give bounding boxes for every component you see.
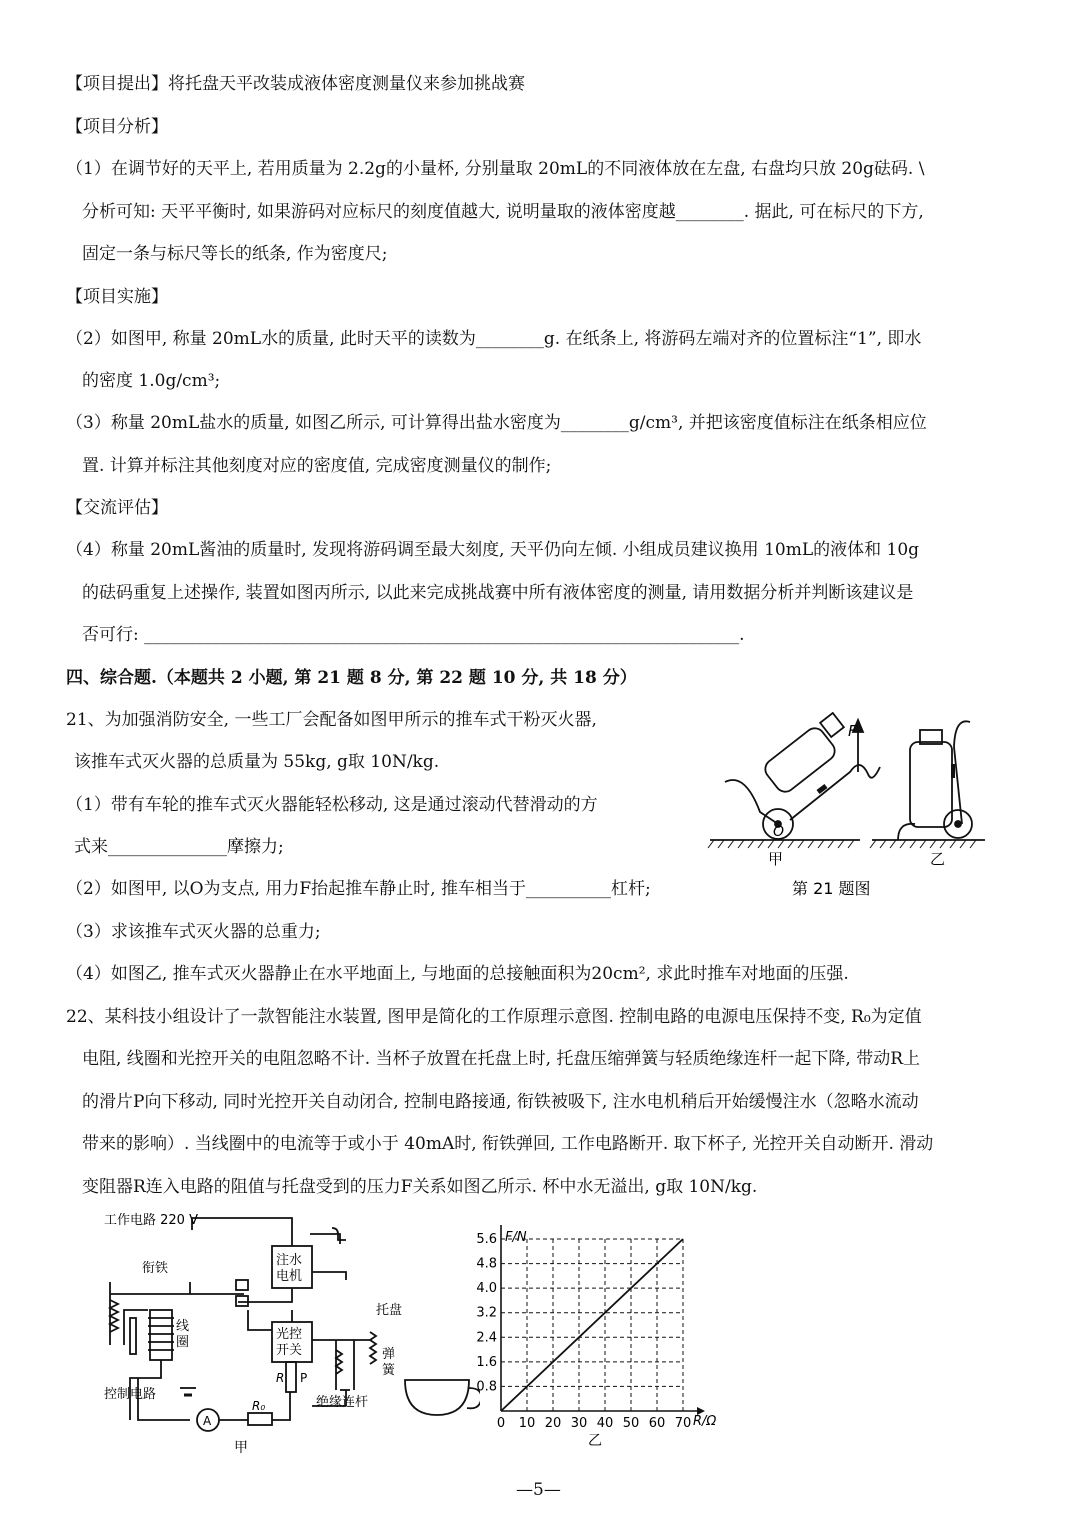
text-line-25: 的滑片P向下移动, 同时光控开关自动闭合, 控制电路接通, 衔铁被吸下, 注水电机稍后开始缓慢注水（忽略水流动 <box>82 1092 919 1112</box>
label-light-switch-1: 光控 <box>276 1327 303 1342</box>
fig22-label-yi: 乙 <box>588 1433 602 1449</box>
text-line-13: 的砝码重复上述操作, 装置如图丙所示, 以此来完成挑战赛中所有液体密度的测量, 请用数据分析并判断该建议是 <box>82 583 914 603</box>
text-line-1: 【项目提出】将托盘天平改装成液体密度测量仪来参加挑战赛 <box>66 74 525 94</box>
text-line-12: （4）称量 20mL酱油的质量时, 发现将游码调至最大刻度, 天平仍向左倾. 小组成员建议换用 10mL的液体和 10g <box>66 540 920 560</box>
label-rod: 绝缘连杆 <box>316 1395 369 1410</box>
y-tick-label: 1.6 <box>476 1354 497 1370</box>
text-line-19: 式来______________摩擦力; <box>74 837 284 857</box>
y-tick-label: 3.2 <box>476 1305 497 1321</box>
fig21-caption: 第 21 题图 <box>792 879 871 898</box>
force-label: F <box>848 722 857 740</box>
label-coil-1: 线 <box>176 1319 190 1334</box>
x-tick-label: 0 <box>496 1416 506 1431</box>
x-tick-label: 50 <box>622 1416 640 1431</box>
label-spring-2: 簧 <box>382 1363 396 1378</box>
text-line-20: （2）如图甲, 以O为支点, 用力F抬起推车静止时, 推车相当于__________杠杆; <box>66 879 651 899</box>
x-tick-label: 60 <box>648 1416 666 1431</box>
text-line-4: 分析可知: 天平平衡时, 如果游码对应标尺的刻度值越大, 说明量取的液体密度越________. 据此, 可在标尺的下方, <box>82 202 924 222</box>
text-line-7: （2）如图甲, 称量 20mL水的质量, 此时天平的读数为________g. 在纸条上, 将游码左端对齐的位置标注“1”, 即水 <box>66 329 922 349</box>
text-line-8: 的密度 1.0g/cm³; <box>82 371 221 391</box>
text-line-11: 【交流评估】 <box>66 498 168 518</box>
text-line-27: 变阻器R连入电路的阻值与托盘受到的压力F关系如图乙所示. 杯中水无溢出, g取 10N/kg. <box>82 1177 758 1197</box>
x-tick-label: 70 <box>674 1416 692 1431</box>
text-line-18: （1）带有车轮的推车式灭火器能轻松移动, 这是通过滚动代替滑动的方 <box>66 795 598 815</box>
chart-ylabel: F/N <box>505 1230 527 1245</box>
y-tick-label: 0.8 <box>476 1379 497 1395</box>
figure-21 <box>700 712 1000 902</box>
figure-22-chart <box>465 1225 735 1450</box>
x-tick-label: 20 <box>544 1416 562 1431</box>
text-line-22: （4）如图乙, 推车式灭火器静止在水平地面上, 与地面的总接触面积为20cm², 求此时推车对地面的压强. <box>66 964 849 984</box>
y-tick-label: 4.0 <box>476 1281 497 1297</box>
fig21-label-yi: 乙 <box>930 850 946 868</box>
label-motor-1: 注水 <box>276 1253 303 1268</box>
page-number: —5— <box>516 1480 561 1500</box>
text-line-21: （3）求该推车式灭火器的总重力; <box>66 922 321 942</box>
text-line-17: 该推车式灭火器的总质量为 55kg, g取 10N/kg. <box>74 752 440 772</box>
label-r0: R₀ <box>252 1399 266 1413</box>
x-tick-label: 40 <box>596 1416 614 1431</box>
chart-xlabel: R/Ω <box>693 1414 717 1429</box>
text-line-3: （1）在调节好的天平上, 若用质量为 2.2g的小量杯, 分别量取 20mL的不同液体放在左盘, 右盘均只放 20g砝码. \ <box>66 159 925 179</box>
label-r: R <box>276 1371 285 1385</box>
label-coil-2: 圈 <box>176 1335 190 1350</box>
label-p: P <box>300 1371 308 1385</box>
y-tick-label: 4.8 <box>476 1256 497 1272</box>
text-line-10: 置. 计算并标注其他刻度对应的密度值, 完成密度测量仪的制作; <box>82 456 552 476</box>
fig21-label-jia: 甲 <box>768 850 784 868</box>
text-line-26: 带来的影响）. 当线圈中的电流等于或小于 40mA时, 衔铁弹回, 工作电路断开. 取下杯子, 光控开关自动断开. 滑动 <box>82 1134 934 1154</box>
fig22-label-jia: 甲 <box>234 1440 248 1456</box>
text-line-24: 电阻, 线圈和光控开关的电阻忽略不计. 当杯子放置在托盘上时, 托盘压缩弹簧与轻质绝缘连杆一起下降, 带动R上 <box>82 1049 921 1069</box>
text-line-2: 【项目分析】 <box>66 117 168 137</box>
section-heading: 四、综合题.（本题共 2 小题, 第 21 题 8 分, 第 22 题 10 分, 共 18 分） <box>66 668 637 688</box>
text-line-16: 21、为加强消防安全, 一些工厂会配备如图甲所示的推车式干粉灭火器, <box>66 710 597 730</box>
text-line-5: 固定一条与标尺等长的纸条, 作为密度尺; <box>82 244 388 264</box>
label-tray: 托盘 <box>376 1303 403 1318</box>
text-line-6: 【项目实施】 <box>66 287 168 307</box>
series-line <box>501 1239 683 1411</box>
label-ammeter: A <box>203 1414 212 1428</box>
y-tick-label: 2.4 <box>476 1330 497 1346</box>
label-motor-2: 电机 <box>276 1269 303 1284</box>
text-line-23: 22、某科技小组设计了一款智能注水装置, 图甲是简化的工作原理示意图. 控制电路的电源电压保持不变, R₀为定值 <box>66 1007 922 1027</box>
x-tick-label: 30 <box>570 1416 588 1431</box>
text-line-9: （3）称量 20mL盐水的质量, 如图乙所示, 可计算得出盐水密度为________g/cm³, 并把该密度值标注在纸条相应位 <box>66 413 927 433</box>
text-line-14: 否可行: ______________________________________________________________________. <box>82 625 745 645</box>
pivot-label: O <box>773 824 785 840</box>
figure-22-circuit <box>100 1210 480 1460</box>
label-control-circuit: 控制电路 <box>104 1387 157 1402</box>
x-tick-label: 10 <box>518 1416 536 1431</box>
label-armature: 衔铁 <box>142 1261 169 1276</box>
label-spring-1: 弹 <box>382 1347 396 1362</box>
label-light-switch-2: 开关 <box>276 1343 303 1358</box>
y-tick-label: 5.6 <box>476 1232 497 1247</box>
label-work-circuit: 工作电路 220 V <box>104 1213 198 1228</box>
